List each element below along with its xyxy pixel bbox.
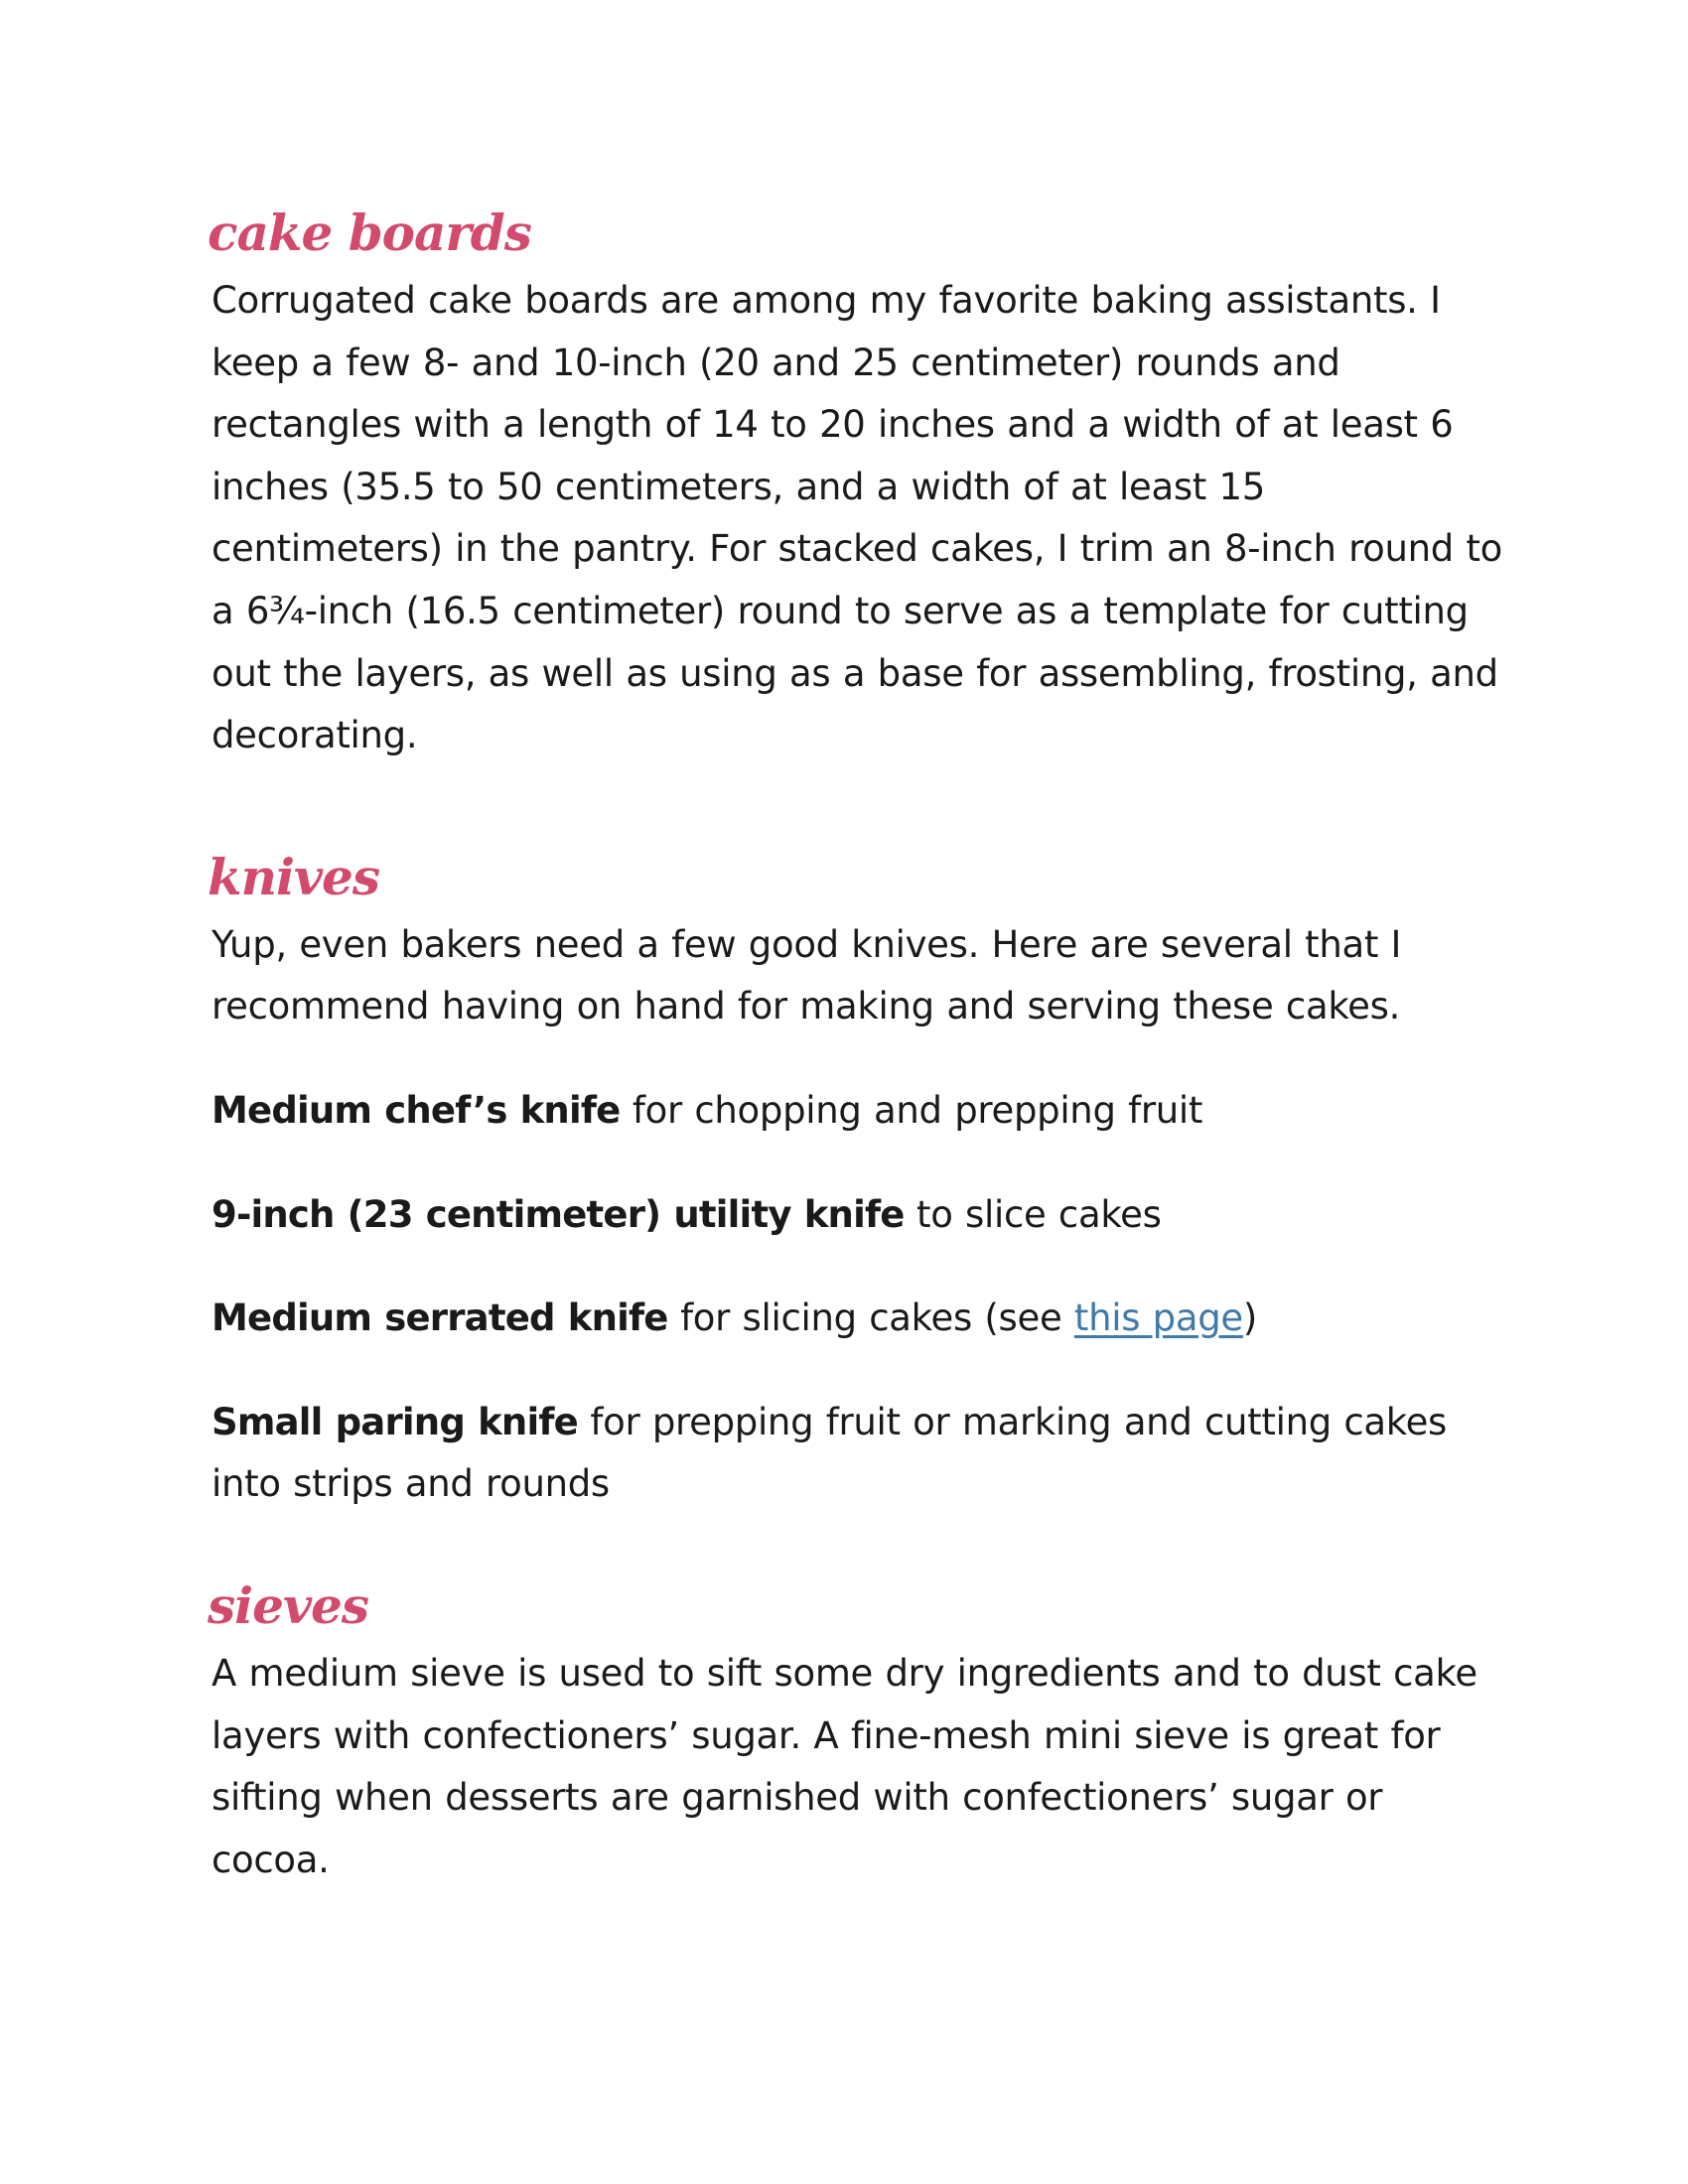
knife-item [211, 1184, 1502, 1247]
knife-item-desc: for prepping fruit or marking and cutting cakes into strips and rounds [211, 1400, 1448, 1506]
knife-item-name: Medium serrated knife [211, 1297, 668, 1340]
knife-item-desc: for slicing cakes (see [667, 1297, 1074, 1340]
knife-item-name: Medium chef’s knife [211, 1088, 621, 1132]
knife-item [211, 1080, 1502, 1143]
knife-item-desc: for chopping and prepping fruit [620, 1088, 1203, 1132]
knife-item [211, 1288, 1502, 1350]
section-title-cake-boards: cake boards [208, 204, 531, 262]
cake-boards-body: Corrugated cake boards are among my favorite baking assistants. I keep a few 8- and 10-inch (20 and 25 centimeter) rounds and rectangles with a length of 14 to 20 inches and a width of at least 6 inches (35.5 to 50 centimeters, and a width of at least 15 centimeters) in the pantry. For stacked cakes, I trim an 8-inch round to a 6¾-inch (16.5 centimeter) round to serve as a template for cutting out the layers, as well as using as a base for assembling, frosting, and decorating. [211, 279, 1502, 757]
knives-intro: Yup, even bakers need a few good knives. Here are several that I recommend having on hand for making and serving these cakes. [211, 922, 1402, 1028]
this-page-link[interactable]: this page [1073, 1297, 1243, 1340]
page-content [208, 199, 1502, 1891]
knife-item-name: 9-inch (23 centimeter) utility knife [211, 1192, 905, 1236]
knife-item-desc-end: ) [1242, 1297, 1258, 1340]
knife-item [211, 1392, 1502, 1516]
sieves-body: A medium sieve is used to sift some dry ingredients and to dust cake layers with confectioners’ sugar. A fine-mesh mini sieve is great for sifting when desserts are garnished with confectioners’ sugar or cocoa. [211, 1651, 1477, 1881]
knife-item-desc: to slice cakes [904, 1192, 1162, 1236]
section-title-knives: knives [208, 847, 380, 906]
knife-item-name: Small paring knife [211, 1400, 578, 1443]
section-title-sieves: sieves [208, 1575, 368, 1635]
